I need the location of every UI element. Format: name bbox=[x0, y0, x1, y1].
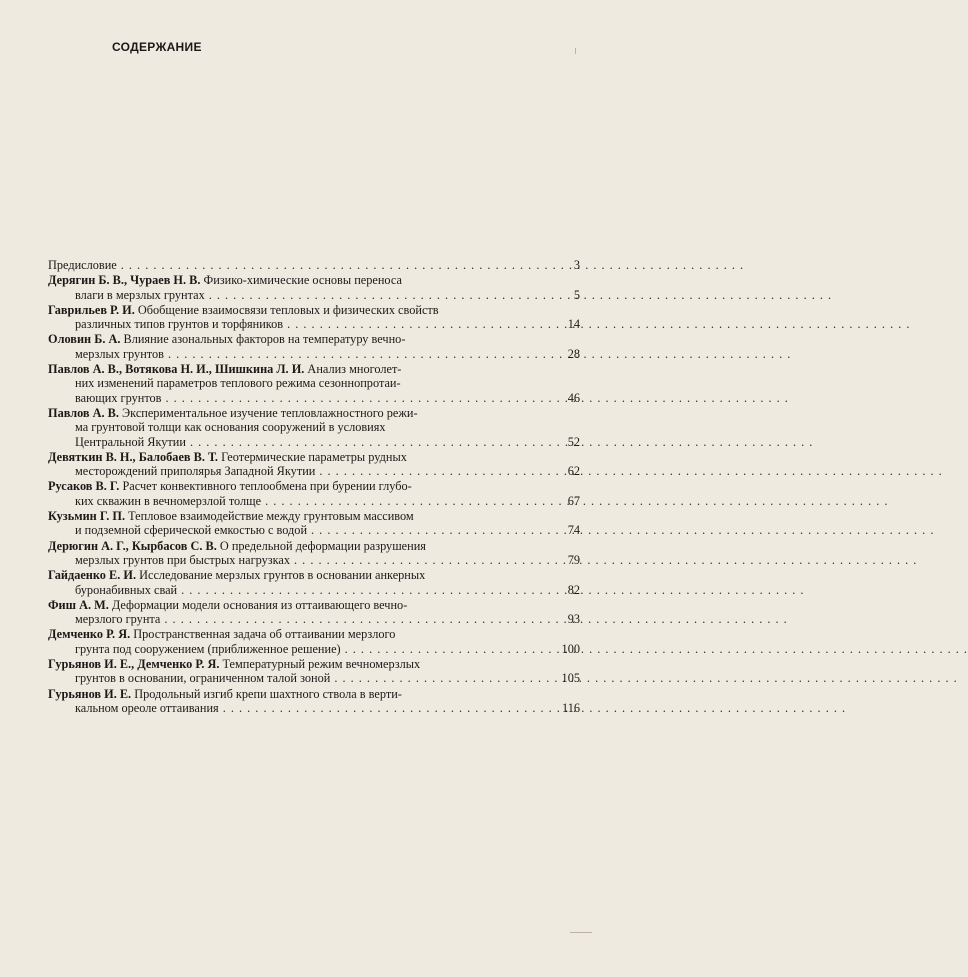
toc-entry-line bbox=[48, 612, 580, 626]
dot-leader bbox=[209, 288, 552, 302]
toc-entry-title: О предельной деформации разрушения bbox=[216, 538, 426, 553]
dot-leader bbox=[294, 553, 552, 567]
toc-entry-title: Обобщение взаимосвязи тепловых и физических свойств bbox=[134, 302, 439, 317]
scan-mark bbox=[575, 48, 576, 54]
toc-entry-line bbox=[48, 347, 580, 361]
dot-leader bbox=[319, 464, 552, 478]
toc-entry-title: Исследование мерзлых грунтов в основании анкерных bbox=[136, 568, 426, 583]
toc-entry-heading bbox=[48, 627, 395, 641]
toc-entry-line bbox=[48, 642, 580, 656]
toc-entry bbox=[48, 258, 580, 272]
dot-leader bbox=[223, 701, 552, 715]
toc-entry bbox=[48, 598, 580, 627]
toc-entry-authors: Оловин Б. А. bbox=[48, 332, 121, 347]
toc-page-number: 79 bbox=[567, 552, 580, 567]
toc-entry-heading bbox=[48, 362, 401, 376]
toc-entry-authors: Русаков В. Г. bbox=[48, 479, 120, 494]
toc-entry-title-cont: различных типов грунтов и торфяников bbox=[75, 317, 284, 332]
toc-page-number: 93 bbox=[567, 612, 580, 627]
toc-entry-line bbox=[48, 391, 580, 405]
toc-entry-title-cont: них изменений параметров теплового режима сезоннопротаи- bbox=[75, 376, 401, 391]
toc-entry-heading bbox=[48, 303, 439, 317]
toc-entry-title: Температурный режим вечномерзлых bbox=[219, 657, 421, 672]
toc-entry-heading bbox=[48, 539, 426, 553]
toc-entry bbox=[48, 657, 580, 686]
toc-entry-line bbox=[48, 288, 580, 302]
dot-leader bbox=[181, 583, 552, 597]
toc-entry-title-cont: Центральной Якутии bbox=[75, 434, 186, 449]
toc-entry-title: Предисловие bbox=[48, 258, 117, 272]
toc-entry-line bbox=[48, 479, 580, 493]
toc-page-number: 67 bbox=[567, 493, 580, 508]
toc-entry bbox=[48, 362, 580, 405]
toc-entry-title: Экспериментальное изучение тепловлажностного режи- bbox=[118, 405, 418, 420]
toc-entry-line bbox=[48, 332, 580, 346]
toc-entry-title: Геотермические параметры рудных bbox=[218, 449, 407, 464]
toc-page-number: 28 bbox=[567, 346, 580, 361]
toc-entry-line bbox=[48, 553, 580, 567]
scan-mark bbox=[570, 932, 592, 933]
toc-entry-heading bbox=[48, 509, 414, 523]
toc-entry-line bbox=[48, 303, 580, 317]
toc-entry-authors: Павлов А. В., Вотякова Н. И., Шишкина Л. И. bbox=[48, 362, 305, 377]
toc-page-number: 82 bbox=[567, 582, 580, 597]
toc-entry-authors: Девяткин В. Н., Балобаев В. Т. bbox=[48, 449, 219, 464]
toc-entry bbox=[48, 303, 580, 332]
toc-page-number: 14 bbox=[567, 317, 580, 332]
toc-entry-title: Деформации модели основания из оттаивающего вечно- bbox=[108, 597, 408, 612]
toc-entry-title: Физико-химические основы переноса bbox=[200, 273, 402, 288]
toc-entry-authors: Гурьянов И. Е., Демченко Р. Я. bbox=[48, 657, 220, 672]
toc-entry-authors: Гайдаенко Е. И. bbox=[48, 568, 137, 583]
toc-entry-title-cont: грунта под сооружением (приближенное решение) bbox=[75, 641, 341, 656]
toc-entry-title: Влияние азональных факторов на температуру вечно- bbox=[120, 332, 406, 347]
toc-entry-title-cont: грунтов в основании, ограниченном талой зоной bbox=[75, 671, 331, 686]
dot-leader bbox=[287, 317, 552, 331]
toc-entry-title-cont: вающих грунтов bbox=[75, 390, 162, 405]
toc-entry-title-cont: влаги в мерзлых грунтах bbox=[75, 287, 205, 302]
toc-entry-title-cont: мерзлых грунтов при быстрых нагрузках bbox=[75, 552, 291, 567]
dot-leader bbox=[166, 391, 553, 405]
toc-entry bbox=[48, 332, 580, 361]
toc-entry-line bbox=[48, 687, 580, 701]
toc-entry-heading bbox=[48, 273, 402, 287]
toc-entry-line bbox=[48, 317, 580, 331]
dot-leader bbox=[345, 642, 552, 656]
toc-entry-title: Продольный изгиб крепи шахтного ствола в верти- bbox=[131, 686, 402, 701]
toc-entry-line bbox=[48, 627, 580, 641]
toc-page-number: 46 bbox=[567, 390, 580, 405]
dot-leader bbox=[168, 347, 552, 361]
toc-entry-heading bbox=[48, 332, 405, 346]
dot-leader bbox=[265, 494, 552, 508]
toc-entry-line bbox=[48, 539, 580, 553]
toc-entry bbox=[48, 568, 580, 597]
toc-page-number: 62 bbox=[567, 464, 580, 479]
toc-entry bbox=[48, 687, 580, 716]
toc-entry-title-cont: мерзлого грунта bbox=[75, 612, 161, 627]
toc-entry-title: Пространственная задача об оттаивании мерзлого bbox=[130, 627, 396, 642]
toc-entry-title-cont: и подземной сферической емкостью с водой bbox=[75, 523, 308, 538]
toc-entry-line bbox=[48, 273, 580, 287]
dot-leader bbox=[311, 523, 552, 537]
toc-page-number: 105 bbox=[561, 671, 580, 686]
toc-entry-heading bbox=[48, 406, 418, 420]
toc-entry-line bbox=[48, 523, 580, 537]
toc-page-number: 5 bbox=[573, 287, 580, 302]
dot-leader bbox=[334, 671, 552, 685]
toc-entry-title-cont: кальном ореоле оттаивания bbox=[75, 700, 219, 715]
toc-entry-authors: Гурьянов И. Е. bbox=[48, 686, 132, 701]
toc-entry-authors: Демченко Р. Я. bbox=[48, 627, 131, 642]
toc-entry-title: Расчет конвективного теплообмена при бурении глубо- bbox=[119, 479, 412, 494]
toc-page-number: 116 bbox=[562, 700, 580, 715]
toc-entry-line bbox=[48, 494, 580, 508]
page-title: СОДЕРЖАНИЕ bbox=[112, 40, 202, 54]
dot-leader bbox=[164, 612, 552, 626]
toc-entry-authors: Фиш А. М. bbox=[48, 597, 109, 612]
toc-entry-heading bbox=[48, 568, 425, 582]
toc-entry-line bbox=[48, 362, 580, 376]
toc-entry-authors: Дерюгин А. Г., Кырбасов С. В. bbox=[48, 538, 217, 553]
toc-entry-line bbox=[48, 701, 580, 715]
toc-entry bbox=[48, 627, 580, 656]
toc-entry-line bbox=[48, 671, 580, 685]
toc-entry-line bbox=[48, 420, 580, 434]
toc-entry-title-cont: мерзлых грунтов bbox=[75, 346, 164, 361]
toc-entry bbox=[48, 509, 580, 538]
dot-leader bbox=[190, 435, 552, 449]
toc-entry-title-cont: ких скважин в вечномерзлой толще bbox=[75, 493, 262, 508]
toc-entry-title-cont: месторождений приполярья Западной Якутии bbox=[75, 464, 316, 479]
toc-page-number: 3 bbox=[573, 258, 580, 272]
toc-entry-line bbox=[48, 568, 580, 582]
toc-entry-heading bbox=[48, 598, 407, 612]
toc-entry-title: Анализ многолет- bbox=[304, 362, 402, 377]
toc-entry bbox=[48, 273, 580, 302]
toc-entry-heading bbox=[48, 657, 420, 671]
toc-entry-title-cont: ма грунтовой толщи как основания сооружений в условиях bbox=[75, 420, 386, 435]
toc-entry bbox=[48, 450, 580, 479]
toc-entry-line bbox=[48, 258, 580, 272]
toc-entry-line bbox=[48, 598, 580, 612]
toc-entry-line bbox=[48, 583, 580, 597]
toc-entry-line bbox=[48, 464, 580, 478]
toc-entry-title: Тепловое взаимодействие между грунтовым массивом bbox=[125, 509, 414, 524]
toc-entry-line bbox=[48, 657, 580, 671]
toc-entry-heading bbox=[48, 687, 402, 701]
toc-entry-heading bbox=[48, 450, 407, 464]
toc-entry-authors: Дерягин Б. В., Чураев Н. В. bbox=[48, 273, 201, 288]
toc-page-number: 74 bbox=[567, 523, 580, 538]
toc-entry bbox=[48, 479, 580, 508]
toc-entry-line bbox=[48, 450, 580, 464]
toc-entry-heading bbox=[48, 258, 117, 272]
dot-leader bbox=[121, 258, 552, 272]
toc-entry-line bbox=[48, 376, 580, 390]
toc-entry-line bbox=[48, 509, 580, 523]
toc-entry-authors: Павлов А. В. bbox=[48, 405, 119, 420]
toc-entry-line bbox=[48, 435, 580, 449]
toc-entry-title-cont: буронабивных свай bbox=[75, 582, 178, 597]
toc-entry-authors: Гаврильев Р. И. bbox=[48, 302, 135, 317]
toc-entry bbox=[48, 539, 580, 568]
table-of-contents bbox=[48, 258, 580, 715]
toc-entry-heading bbox=[48, 479, 412, 493]
toc-page-number: 52 bbox=[567, 434, 580, 449]
toc-page-number: 100 bbox=[561, 641, 580, 656]
toc-entry-authors: Кузьмин Г. П. bbox=[48, 509, 126, 524]
toc-entry bbox=[48, 406, 580, 449]
toc-entry-line bbox=[48, 406, 580, 420]
